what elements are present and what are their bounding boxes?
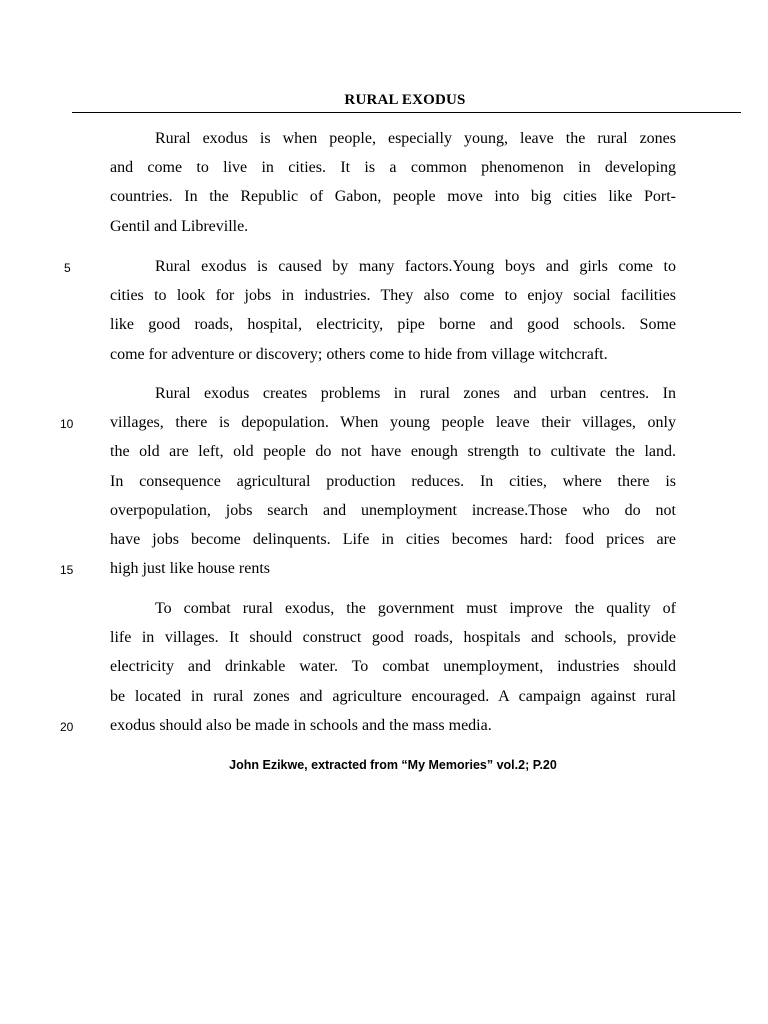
document-title: RURAL EXODUS — [344, 92, 466, 108]
line-number-20: 20 — [60, 720, 74, 734]
text-line: Rural exodus creates problems in rural zones and urban centres. In — [155, 385, 676, 402]
text-line: come for adventure or discovery; others come to hide from village witchcraft. — [110, 345, 608, 363]
text-line: electricity and drinkable water. To combat unemployment, industries should — [110, 658, 676, 676]
source-attribution: John Ezikwe, extracted from “My Memories” vol.2; P.20 — [229, 758, 557, 772]
text-line: exodus should also be made in schools and the mass media. — [110, 716, 492, 734]
text-line: be located in rural zones and agriculture encouraged. A campaign against rural — [110, 687, 676, 705]
line-number-5: 5 — [64, 261, 71, 275]
text-line: overpopulation, jobs search and unemployment increase.Those who do not — [110, 501, 676, 519]
line-number-15: 15 — [60, 563, 74, 577]
text-line: high just like house rents — [110, 560, 270, 578]
text-line: villages, there is depopulation. When young people leave their villages, only — [110, 414, 676, 432]
text-line: Gentil and Libreville. — [110, 217, 249, 235]
line-number-10: 10 — [60, 417, 74, 431]
paragraph-1 — [110, 124, 676, 241]
text-line: and come to live in cities. It is a common phenomenon in developing — [110, 159, 676, 177]
text-line: To combat rural exodus, the government must improve the quality of — [155, 600, 676, 617]
text-line: In consequence agricultural production reduces. In cities, where there is — [110, 472, 676, 490]
text-line: have jobs become delinquents. Life in cities becomes hard: food prices are — [110, 530, 676, 548]
text-line: countries. In the Republic of Gabon, people move into big cities like Port- — [110, 188, 676, 206]
paragraph-2 — [110, 252, 676, 369]
text-line: Rural exodus is when people, especially young, leave the rural zones — [155, 130, 676, 147]
text-line: Rural exodus is caused by many factors.Young boys and girls come to — [155, 258, 676, 275]
text-line: cities to look for jobs in industries. They also come to enjoy social facilities — [110, 287, 676, 305]
text-line: like good roads, hospital, electricity, pipe borne and good schools. Some — [110, 316, 676, 334]
text-line: the old are left, old people do not have enough strength to cultivate the land. — [110, 443, 676, 461]
paragraph-4 — [110, 594, 676, 740]
text-line: life in villages. It should construct good roads, hospitals and schools, provide — [110, 629, 676, 647]
title-underline — [72, 112, 741, 113]
paragraph-3 — [110, 379, 676, 583]
